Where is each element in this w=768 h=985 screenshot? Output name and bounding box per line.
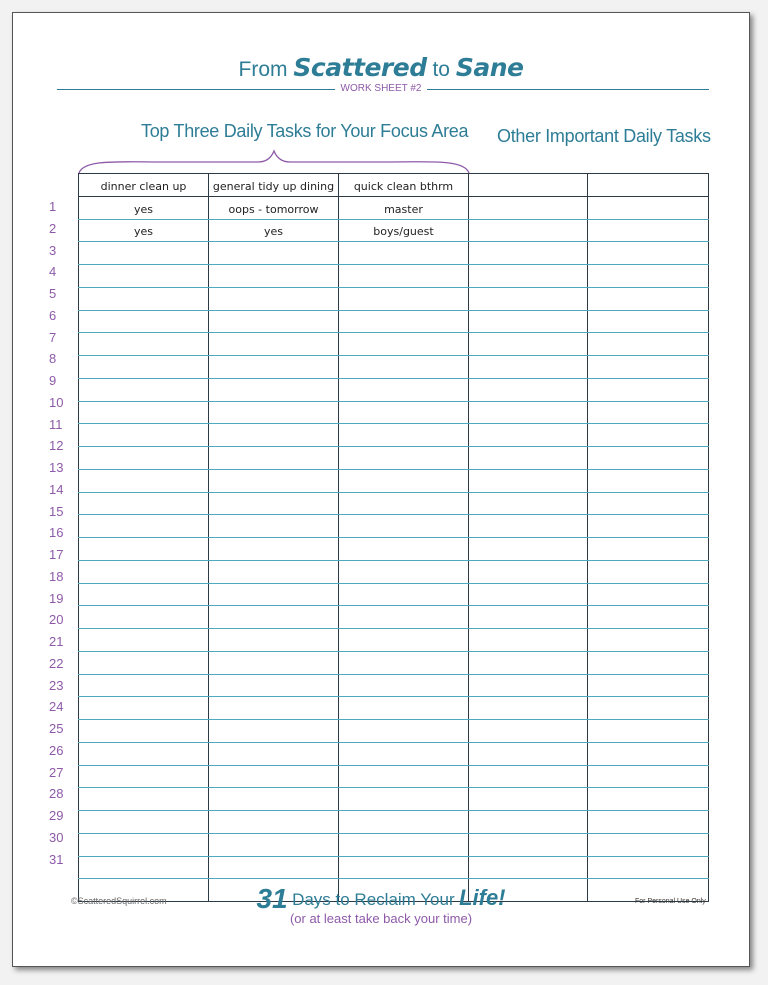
table-cell[interactable] (588, 833, 709, 856)
table-cell[interactable] (588, 720, 709, 743)
row-number: 12 (49, 438, 64, 454)
table-cell[interactable] (339, 788, 469, 811)
table-cell[interactable] (209, 469, 339, 492)
table-row (79, 242, 709, 265)
row-number: 29 (49, 808, 64, 823)
table-row (79, 629, 709, 652)
title-to: to (432, 58, 450, 81)
table-cell[interactable] (79, 583, 209, 606)
table-cell[interactable] (339, 333, 469, 356)
table-cell[interactable] (588, 788, 709, 811)
table-cell[interactable] (588, 811, 709, 834)
row-number: 5 (49, 286, 57, 301)
table-cell[interactable] (79, 538, 209, 561)
table-cell[interactable] (79, 492, 209, 515)
table-cell[interactable] (469, 629, 588, 652)
table-row (79, 606, 709, 629)
table-cell[interactable] (469, 515, 588, 538)
table-cell[interactable] (209, 629, 339, 652)
table-cell[interactable] (588, 538, 709, 561)
table-cell[interactable] (209, 515, 339, 538)
table-row (79, 515, 709, 538)
table-cell[interactable] (209, 788, 339, 811)
row-number: 20 (49, 612, 64, 628)
row-number: 1 (49, 199, 57, 214)
row-number: 10 (49, 394, 64, 410)
table-cell[interactable] (339, 560, 469, 583)
table-cell[interactable] (339, 697, 469, 720)
table-cell[interactable] (469, 265, 588, 288)
table-cell[interactable] (469, 424, 588, 447)
table-cell[interactable] (339, 310, 469, 333)
tasks-table (78, 173, 709, 902)
table-cell[interactable] (339, 606, 469, 629)
table-header-cell[interactable] (588, 174, 709, 197)
table-header-cell[interactable]: general tidy up dining (209, 174, 339, 197)
row-number: 30 (49, 829, 64, 845)
footer-life: Life! (459, 885, 506, 910)
table-cell[interactable] (209, 287, 339, 310)
table-cell[interactable] (339, 492, 469, 515)
row-number: 17 (49, 547, 64, 562)
table-cell[interactable]: yes (79, 196, 209, 219)
table-cell[interactable] (79, 378, 209, 401)
table-cell[interactable] (588, 287, 709, 310)
row-number: 25 (49, 721, 64, 736)
table-row (79, 560, 709, 583)
table-cell[interactable] (339, 538, 469, 561)
table-cell[interactable] (79, 606, 209, 629)
table-cell[interactable] (339, 833, 469, 856)
row-number: 2 (49, 220, 57, 236)
table-cell[interactable] (588, 333, 709, 356)
row-number: 16 (49, 525, 64, 541)
table-row (79, 310, 709, 333)
table-cell[interactable] (209, 492, 339, 515)
table-cell[interactable] (469, 492, 588, 515)
row-number: 18 (49, 568, 64, 584)
table-cell[interactable] (469, 196, 588, 219)
table-cell[interactable] (339, 242, 469, 265)
table-row (79, 742, 709, 765)
table-cell[interactable] (209, 378, 339, 401)
table-cell[interactable] (339, 674, 469, 697)
table-cell[interactable] (469, 788, 588, 811)
table-cell[interactable] (79, 788, 209, 811)
title-sane: Sane (455, 53, 524, 82)
table-cell[interactable] (469, 538, 588, 561)
table-cell[interactable] (209, 720, 339, 743)
table-row (79, 856, 709, 879)
personal-use-text: For Personal Use Only (635, 898, 706, 905)
table-cell[interactable] (79, 401, 209, 424)
table-cell[interactable] (469, 560, 588, 583)
table-cell[interactable] (469, 242, 588, 265)
copyright-text: ©ScatteredSquirrel.com (71, 896, 167, 906)
table-cell[interactable] (339, 287, 469, 310)
table-cell[interactable] (469, 310, 588, 333)
table-cell[interactable] (588, 378, 709, 401)
table-cell[interactable] (339, 856, 469, 879)
table-cell[interactable] (469, 333, 588, 356)
table-cell[interactable] (469, 469, 588, 492)
table-row (79, 356, 709, 379)
table-cell[interactable] (469, 447, 588, 470)
table-row (79, 401, 709, 424)
table-cell[interactable] (469, 378, 588, 401)
table-cell[interactable] (79, 265, 209, 288)
table-cell[interactable] (339, 720, 469, 743)
table-cell[interactable] (209, 606, 339, 629)
table-cell[interactable] (79, 560, 209, 583)
row-number: 6 (49, 307, 57, 323)
table-cell[interactable] (588, 674, 709, 697)
table-cell[interactable] (588, 765, 709, 788)
table-cell[interactable] (209, 356, 339, 379)
table-cell[interactable] (469, 811, 588, 834)
table-cell[interactable] (469, 583, 588, 606)
row-number: 28 (49, 786, 64, 802)
table-cell[interactable] (588, 629, 709, 652)
table-cell[interactable] (79, 333, 209, 356)
row-number: 21 (49, 634, 64, 649)
table-cell[interactable] (469, 720, 588, 743)
table-cell[interactable] (469, 401, 588, 424)
table-cell[interactable] (339, 515, 469, 538)
row-number: 9 (49, 373, 57, 388)
curly-brace-icon (78, 149, 470, 175)
table-cell[interactable] (209, 811, 339, 834)
table-cell[interactable] (469, 287, 588, 310)
table-cell[interactable] (79, 287, 209, 310)
table-cell[interactable] (79, 242, 209, 265)
table-row (79, 265, 709, 288)
table-cell[interactable] (209, 424, 339, 447)
table-cell[interactable] (588, 606, 709, 629)
table-cell[interactable] (79, 720, 209, 743)
row-number: 15 (49, 503, 64, 519)
table-cell[interactable] (79, 651, 209, 674)
table-row (79, 333, 709, 356)
table-cell[interactable] (469, 606, 588, 629)
heading-top-three: Top Three Daily Tasks for Your Focus Area (141, 121, 469, 141)
table-row (79, 196, 709, 219)
table-cell[interactable] (209, 265, 339, 288)
table-cell[interactable] (209, 742, 339, 765)
table-cell[interactable] (339, 424, 469, 447)
table-cell[interactable]: yes (209, 219, 339, 242)
table-cell[interactable] (588, 447, 709, 470)
table-row (79, 833, 709, 856)
row-number: 24 (49, 699, 64, 715)
table-cell[interactable] (209, 310, 339, 333)
row-number: 31 (49, 851, 64, 867)
table-cell[interactable] (79, 447, 209, 470)
table-row (79, 765, 709, 788)
table-cell[interactable] (588, 742, 709, 765)
worksheet-page (12, 12, 750, 967)
table-cell[interactable] (588, 492, 709, 515)
table-cell[interactable] (79, 356, 209, 379)
table-cell[interactable] (588, 856, 709, 879)
table-cell[interactable] (469, 833, 588, 856)
row-number: 4 (49, 264, 57, 280)
table-row (79, 287, 709, 310)
table-row (79, 674, 709, 697)
table-cell[interactable] (469, 742, 588, 765)
table-cell[interactable] (588, 560, 709, 583)
table-cell[interactable] (209, 538, 339, 561)
table-cell[interactable] (339, 265, 469, 288)
table-cell[interactable] (209, 651, 339, 674)
table-cell[interactable] (588, 424, 709, 447)
table-cell[interactable] (469, 651, 588, 674)
table-cell[interactable] (588, 401, 709, 424)
table-cell[interactable] (79, 469, 209, 492)
table-cell[interactable] (209, 833, 339, 856)
table-cell[interactable] (209, 447, 339, 470)
table-cell[interactable] (588, 242, 709, 265)
table-cell[interactable] (469, 356, 588, 379)
table-row (79, 424, 709, 447)
table-cell[interactable] (339, 469, 469, 492)
table-cell[interactable] (79, 833, 209, 856)
row-number: 11 (49, 416, 63, 432)
row-number: 19 (49, 590, 64, 606)
page-title (13, 53, 749, 82)
table-cell[interactable] (79, 515, 209, 538)
row-number: 22 (49, 655, 64, 671)
table-cell[interactable] (209, 856, 339, 879)
table-cell[interactable] (469, 765, 588, 788)
table-cell[interactable] (209, 697, 339, 720)
table-row (79, 538, 709, 561)
table-cell[interactable]: master (339, 196, 469, 219)
table-cell[interactable] (209, 242, 339, 265)
table-cell[interactable] (79, 697, 209, 720)
table-cell[interactable] (588, 697, 709, 720)
footer-days-text: Days to Reclaim Your (292, 890, 455, 909)
row-number: 7 (49, 329, 57, 345)
table-cell[interactable] (339, 765, 469, 788)
table-row (79, 811, 709, 834)
table-cell[interactable] (209, 401, 339, 424)
table-cell[interactable] (469, 674, 588, 697)
table-cell[interactable] (209, 560, 339, 583)
table-cell[interactable]: yes (79, 219, 209, 242)
table-cell[interactable] (588, 469, 709, 492)
row-number: 8 (49, 351, 57, 367)
table-cell[interactable] (588, 265, 709, 288)
heading-other-tasks: Other Important Daily Tasks (497, 126, 711, 146)
table-header-cell[interactable] (469, 174, 588, 197)
table-row (79, 583, 709, 606)
table-cell[interactable] (79, 811, 209, 834)
table-cell[interactable] (588, 356, 709, 379)
title-from: From (238, 58, 288, 81)
table-row (79, 788, 709, 811)
table-cell[interactable] (469, 697, 588, 720)
table-cell[interactable] (79, 742, 209, 765)
footer-subline: (or at least take back your time) (289, 911, 473, 926)
table-cell[interactable] (588, 196, 709, 219)
table-cell[interactable] (209, 765, 339, 788)
table-row (79, 492, 709, 515)
table-cell[interactable] (339, 742, 469, 765)
table-cell[interactable] (339, 356, 469, 379)
row-number: 3 (49, 242, 57, 258)
row-number: 14 (49, 481, 64, 497)
table-row (79, 447, 709, 470)
row-number: 26 (49, 742, 64, 758)
table-row (79, 378, 709, 401)
table-cell[interactable] (469, 219, 588, 242)
table-row (79, 469, 709, 492)
subtitle-text: WORK SHEET #2 (335, 83, 428, 94)
table-cell[interactable] (79, 856, 209, 879)
table-cell[interactable] (588, 583, 709, 606)
table-header-cell[interactable]: quick clean bthrm (339, 174, 469, 197)
footer-number: 31 (256, 883, 288, 914)
table-cell[interactable] (339, 651, 469, 674)
table-row (79, 219, 709, 242)
table-cell[interactable] (339, 629, 469, 652)
table-header-row (79, 174, 709, 197)
table-cell[interactable] (79, 629, 209, 652)
table-cell[interactable] (209, 674, 339, 697)
row-number: 23 (49, 677, 64, 693)
table-cell[interactable]: oops - tomorrow (209, 196, 339, 219)
table-cell[interactable] (588, 651, 709, 674)
row-number: 13 (49, 460, 64, 475)
worksheet-subtitle (13, 83, 749, 94)
table-cell[interactable] (209, 333, 339, 356)
table-cell[interactable] (79, 765, 209, 788)
table-row (79, 651, 709, 674)
table-cell[interactable] (588, 219, 709, 242)
table-cell[interactable] (588, 310, 709, 333)
row-number: 27 (49, 764, 64, 780)
table-cell[interactable] (339, 447, 469, 470)
table-cell[interactable] (79, 310, 209, 333)
table-cell[interactable] (339, 811, 469, 834)
table-cell[interactable]: boys/guest (339, 219, 469, 242)
table-cell[interactable] (588, 515, 709, 538)
title-scattered: Scattered (293, 53, 427, 82)
table-header-cell[interactable]: dinner clean up (79, 174, 209, 197)
row-numbers (49, 196, 73, 870)
table-cell[interactable] (469, 856, 588, 879)
table-cell[interactable] (79, 424, 209, 447)
table-row (79, 697, 709, 720)
table-cell[interactable] (339, 583, 469, 606)
table-cell[interactable] (339, 378, 469, 401)
table-cell[interactable] (79, 674, 209, 697)
table-cell[interactable] (209, 583, 339, 606)
table-row (79, 720, 709, 743)
table-cell[interactable] (339, 401, 469, 424)
